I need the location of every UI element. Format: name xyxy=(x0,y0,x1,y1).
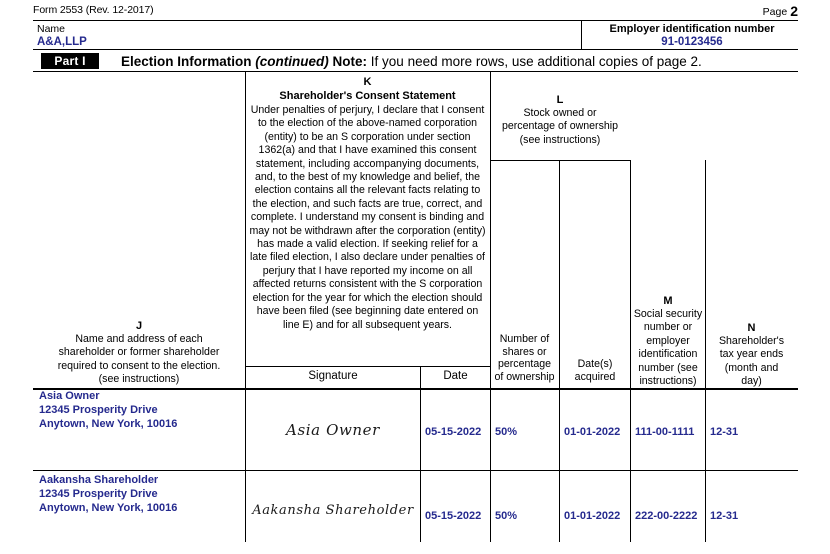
column-l-line1: Stock owned or xyxy=(523,107,597,119)
column-m-line6: instructions) xyxy=(639,375,697,388)
page-number xyxy=(763,3,798,19)
border-l-shares-dates xyxy=(559,160,560,388)
column-l-line3: (see instructions) xyxy=(519,133,601,146)
row-shareholder-address-1[interactable]: 12345 Prosperity Drive xyxy=(39,488,158,500)
column-l-line2: percentage of ownership xyxy=(501,120,619,133)
column-l-dates-subheader xyxy=(561,358,629,383)
name-value[interactable]: A&A,LLP xyxy=(37,36,87,48)
part-1-note-text: If you need more rows, use additional copies of page 2. xyxy=(367,54,702,69)
column-n-line2: tax year ends xyxy=(719,348,784,361)
name-label: Name xyxy=(37,23,66,35)
column-n-line3: (month and xyxy=(724,361,779,374)
row-shares-percentage[interactable]: 50% xyxy=(495,510,518,522)
form-revision-label: Form 2553 (Rev. 12-2017) xyxy=(33,4,154,16)
row-date-acquired[interactable]: 01-01-2022 xyxy=(564,510,621,522)
part-1-title-text: Election Information xyxy=(121,54,252,69)
part-1-continued: (continued) xyxy=(255,54,329,69)
column-l-shares-subheader xyxy=(491,333,558,383)
column-l-dates-line1: Date(s) xyxy=(577,358,613,370)
subheader-signature: Signature xyxy=(308,370,358,382)
column-l-shares-line1: Number of xyxy=(499,333,550,345)
border-m-n xyxy=(705,160,706,388)
part-1-title xyxy=(121,53,702,70)
column-j-line1: Name and address of each xyxy=(75,333,203,345)
column-l-shares-line4: of ownership xyxy=(494,370,555,383)
table-row xyxy=(33,388,798,470)
row-shareholder-address-1[interactable]: 12345 Prosperity Drive xyxy=(39,404,158,416)
column-l-header xyxy=(491,94,629,147)
border-subheader-top xyxy=(245,366,490,367)
ein-value[interactable]: 91-0123456 xyxy=(661,36,723,48)
column-l-letter: L xyxy=(556,94,564,106)
row-shareholder-name[interactable]: Aakansha Shareholder xyxy=(39,474,159,486)
column-k-header xyxy=(248,76,487,332)
border-signature-date xyxy=(420,366,421,388)
subheader-date: Date xyxy=(443,370,468,382)
border-row-1-bottom xyxy=(33,470,798,471)
column-m-line1: Social security xyxy=(633,308,703,320)
name-ein-band xyxy=(33,20,798,50)
row-tax-year-end[interactable]: 12-31 xyxy=(710,426,739,438)
column-l-dates-line2: acquired xyxy=(574,370,616,383)
row-shareholder-address-2[interactable]: Anytown, New York, 10016 xyxy=(39,418,178,430)
name-ein-divider xyxy=(581,21,582,49)
row-shareholder-name[interactable]: Asia Owner xyxy=(39,390,100,402)
column-m-line3: employer xyxy=(646,334,690,347)
table-row xyxy=(33,472,798,542)
column-n-letter: N xyxy=(747,322,756,334)
part-1-note-label: Note: xyxy=(332,54,368,69)
row-ssn-ein[interactable]: 222-00-2222 xyxy=(635,510,698,522)
column-n-line4: day) xyxy=(741,375,762,388)
part-1-band xyxy=(33,52,798,72)
page-number-value: 2 xyxy=(790,3,798,19)
border-j-k xyxy=(245,72,246,388)
shareholders-table xyxy=(33,72,798,542)
column-n-line1: Shareholder's xyxy=(718,335,785,347)
part-1-tag: Part I xyxy=(41,53,99,69)
column-k-letter: K xyxy=(363,76,372,88)
row-signature[interactable]: Asia Owner xyxy=(286,421,380,439)
column-m-line4: identification xyxy=(638,348,698,361)
row-signature-date[interactable]: 05-15-2022 xyxy=(425,510,482,522)
form-header-line xyxy=(33,4,798,20)
row-date-acquired[interactable]: 01-01-2022 xyxy=(564,426,621,438)
row-shares-percentage[interactable]: 50% xyxy=(495,426,518,438)
column-l-shares-line2: shares or xyxy=(502,345,547,358)
column-k-body: Under penalties of perjury, I declare that I consent to the election of the above-named corporation (entity) to be an S corporation under section 1362(a) and that I have examined this consent statement, including accompanying documents, and, to the best of my knowledge and belief, the election contains all the relevant facts relating to the election, and such facts are true, correct, and complete. I understand my consent is binding and may not be withdrawn after the corporation (entity) has made a valid election. If seeking relief for a late filed election, I also declare under penalties of perjury that I have reported my income on all affected returns consistent with the S corporation election for the year for which the election should have been filed (see beginning date entered on line E) and for all subsequent years. xyxy=(249,104,486,331)
row-signature-date[interactable]: 05-15-2022 xyxy=(425,426,482,438)
column-n-header xyxy=(707,322,796,389)
column-j-line3: required to consent to the election. xyxy=(57,359,221,372)
row-shareholder-address-2[interactable]: Anytown, New York, 10016 xyxy=(39,502,178,514)
column-m-line5: number (see xyxy=(638,361,698,374)
column-m-header xyxy=(632,295,704,388)
column-k-title: Shareholder's Consent Statement xyxy=(279,90,456,102)
column-m-letter: M xyxy=(663,295,673,307)
row-ssn-ein[interactable]: 111-00-1111 xyxy=(635,426,695,438)
column-j-header xyxy=(33,320,245,387)
column-j-line2: shareholder or former shareholder xyxy=(58,346,220,359)
page-label: Page xyxy=(762,6,788,18)
column-j-letter: J xyxy=(135,320,143,332)
column-j-line4: (see instructions) xyxy=(98,373,180,386)
border-l-m xyxy=(630,160,631,388)
row-tax-year-end[interactable]: 12-31 xyxy=(710,510,739,522)
column-m-line2: number or xyxy=(643,321,693,334)
column-l-shares-line3: percentage xyxy=(497,358,551,371)
ein-label: Employer identification number xyxy=(609,23,775,35)
row-signature[interactable]: Aakansha Shareholder xyxy=(252,503,414,518)
